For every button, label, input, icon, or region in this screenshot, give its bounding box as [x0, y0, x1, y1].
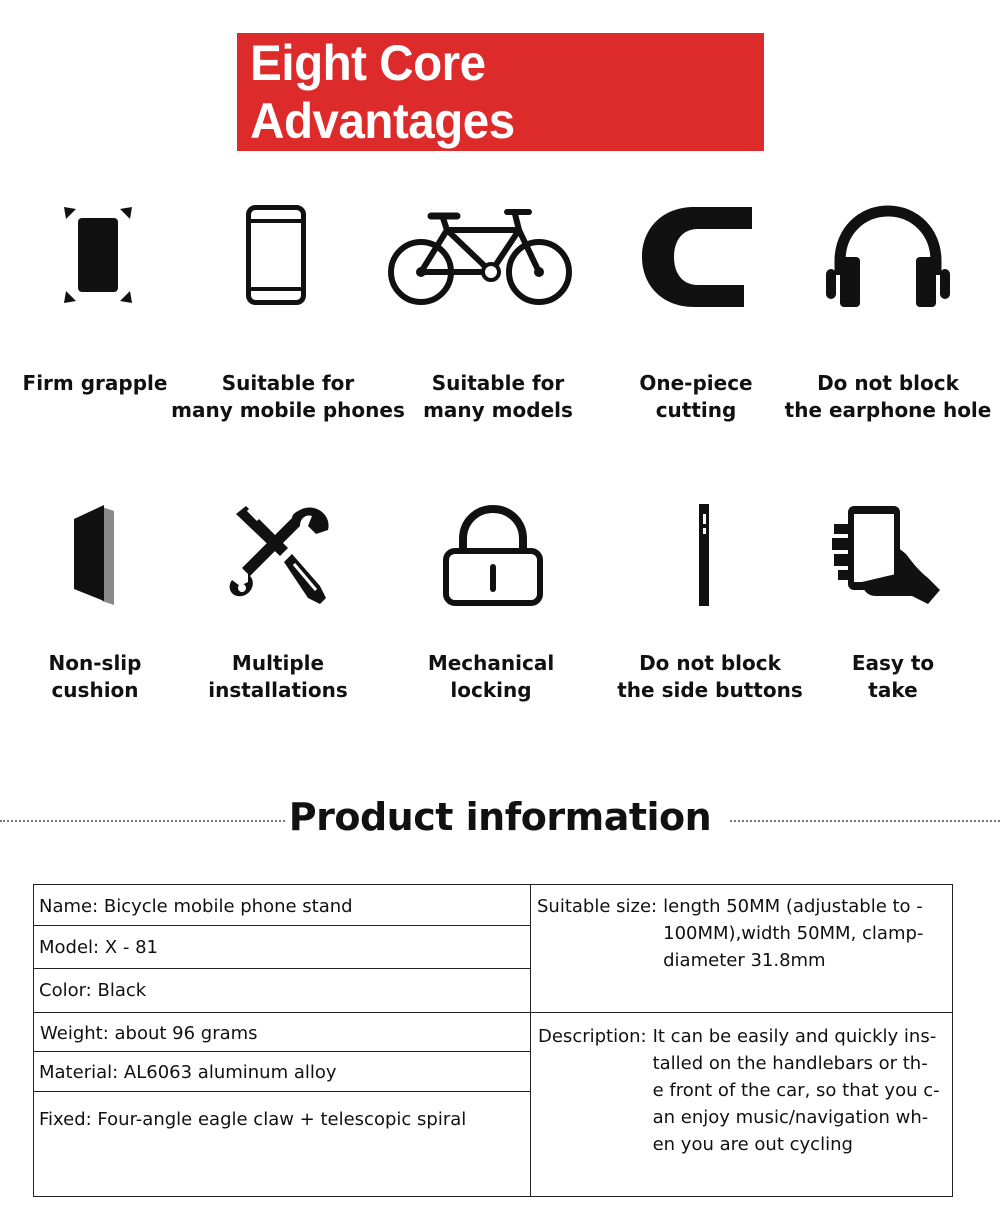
- advantage-label-firm-grapple: Firm grapple: [22, 371, 168, 395]
- table-column-divider: [530, 885, 531, 1196]
- spec-material: Material: AL6063 aluminum alloy: [39, 1062, 337, 1083]
- table-row-divider: [34, 925, 530, 926]
- table-row-divider: [34, 1051, 530, 1052]
- headphones-icon: [826, 205, 950, 309]
- advantage-label-mechanical-locking: Mechanical locking: [427, 651, 555, 702]
- c-shape-icon: [640, 205, 754, 309]
- spec-size-key: Suitable size:: [537, 896, 658, 917]
- spec-size-value: length 50MM (adjustable to - 100MM),width 50MM, clamp- diameter 31.8mm: [663, 896, 924, 971]
- advantage-label-installations: Multiple installations: [208, 651, 348, 702]
- advantage-label-non-slip: Non-slip cushion: [48, 651, 142, 702]
- banner-title: Eight Core Advantages: [250, 35, 515, 149]
- spec-fixed: Fixed: Four-angle eagle claw + telescopic spiral: [39, 1109, 467, 1130]
- padlock-icon: [443, 505, 543, 607]
- spec-description-value: It can be easily and quickly ins- talled on the handlebars or th- e front of the car, so that you c- an enjoy music/navigation wh- en you are out cycling: [652, 1026, 940, 1155]
- smartphone-icon: [246, 205, 306, 305]
- advantage-label-many-models: Suitable for many models: [423, 371, 573, 422]
- cushion-pad-icon: [70, 505, 114, 605]
- tools-icon: [228, 504, 332, 606]
- table-row-divider: [34, 1012, 952, 1013]
- bicycle-icon: [387, 204, 573, 306]
- spec-size: [537, 893, 923, 974]
- spec-description-key: Description:: [538, 1026, 647, 1047]
- spec-description: [538, 1023, 940, 1158]
- section-title: Product information: [288, 795, 712, 839]
- advantage-label-earphone-hole: Do not block the earphone hole: [784, 371, 992, 422]
- spec-color: Color: Black: [39, 980, 147, 1001]
- product-info-table: [33, 884, 953, 1197]
- phone-side-icon: [697, 504, 711, 606]
- advantage-label-many-phones: Suitable for many mobile phones: [171, 371, 405, 422]
- section-banner: [237, 33, 764, 151]
- phone-grip-icon: [62, 205, 134, 305]
- spec-weight: Weight: about 96 grams: [40, 1023, 258, 1044]
- advantage-label-one-piece: One-piece cutting: [639, 371, 753, 422]
- hand-phone-icon: [832, 504, 942, 606]
- advantage-label-easy-to-take: Easy to take: [851, 651, 935, 702]
- advantage-label-side-buttons: Do not block the side buttons: [617, 651, 803, 702]
- spec-model: Model: X - 81: [39, 937, 159, 958]
- table-row-divider: [34, 1091, 530, 1092]
- table-row-divider: [34, 968, 530, 969]
- spec-name: Name: Bicycle mobile phone stand: [39, 896, 353, 917]
